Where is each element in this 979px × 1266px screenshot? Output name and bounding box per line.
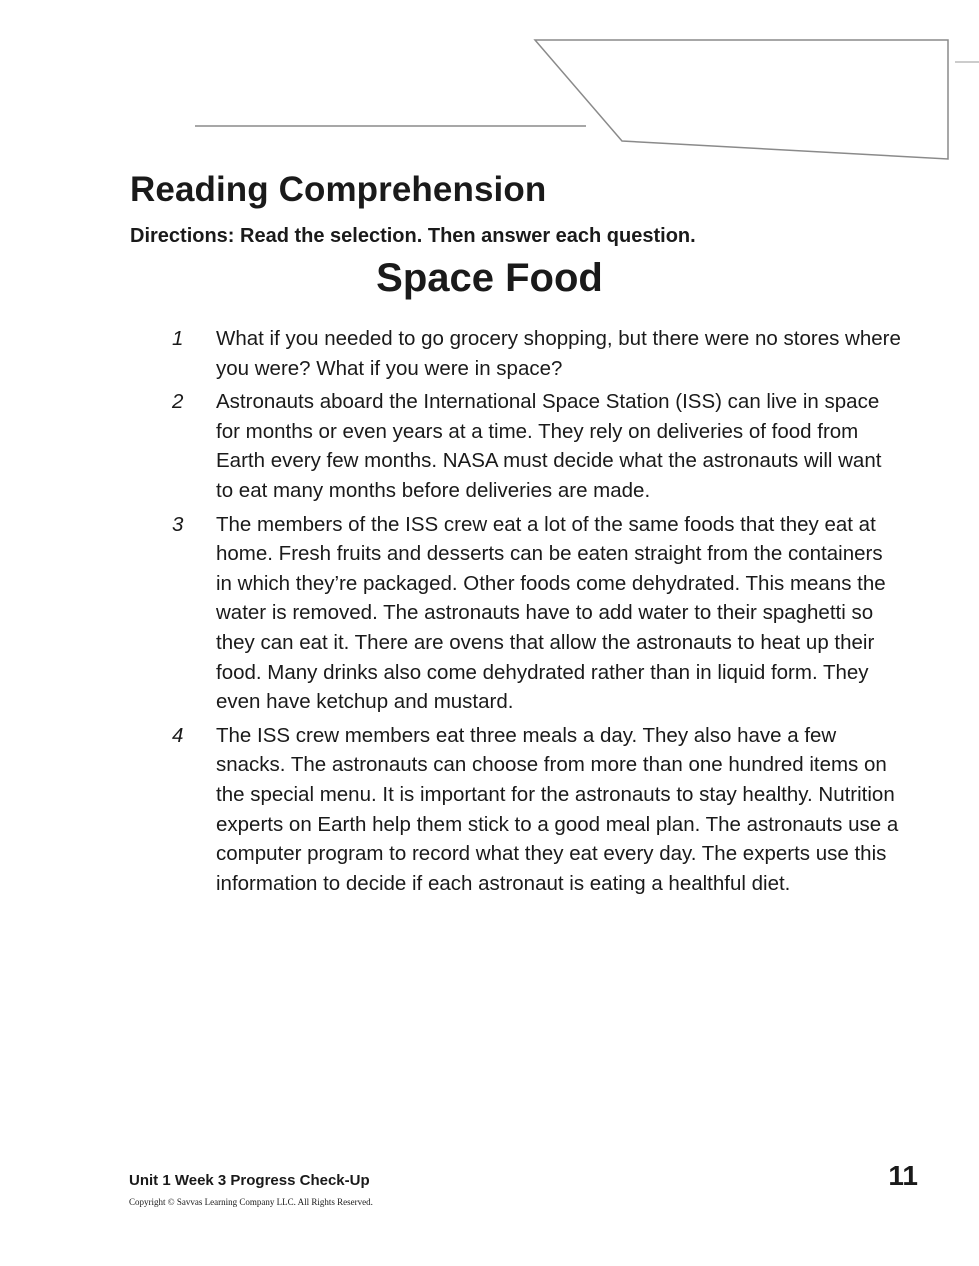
- paragraph-number: 1: [172, 327, 184, 350]
- paragraph-number: 2: [172, 390, 184, 414]
- page-number: 11: [888, 1160, 918, 1191]
- copyright-notice: Copyright © Savvas Learning Company LLC. All Rights Reserved.: [129, 1197, 373, 1207]
- paragraph-text: The members of the ISS crew eat a lot of the same foods that they eat at home. Fresh fruits and desserts can be eaten straight from the containers in which they’re packaged. Other foods come dehydrated. This means the water is removed. The astronauts have to add water to their spaghetti so they can eat it. There are ovens that allow the astronauts to heat up their food. Many drinks also come dehydrated rather than in liquid form. They even have ketchup and mustard.: [216, 512, 886, 714]
- paragraph: [172, 721, 902, 899]
- footer-label: Unit 1 Week 3 Progress Check-Up: [129, 1172, 370, 1189]
- paragraph-text: The ISS crew members eat three meals a day. They also have a few snacks. The astronauts can choose from more than one hundred items on the special menu. It is important for the astronauts to stay healthy. Nutrition experts on Earth help them stick to a good meal plan. The astronauts use a computer program to record what they eat every day. The experts use this information to decide if each astronaut is eating a healthful diet.: [216, 723, 899, 895]
- directions: Directions: Read the selection. Then answer each question.: [130, 225, 696, 247]
- score-box-shape: [535, 40, 948, 159]
- page-title: Reading Comprehension: [130, 170, 547, 209]
- header-decoration: [0, 0, 979, 170]
- paragraph-number: 4: [172, 723, 184, 747]
- paragraph: [172, 324, 902, 383]
- paragraph-number: 3: [172, 512, 184, 536]
- paragraph-text: What if you needed to go grocery shopping, but there were no stores where you were? What if you were in space?: [216, 327, 901, 380]
- selection-title: Space Food: [376, 256, 603, 300]
- paragraph: [172, 510, 902, 717]
- paragraph-text: Astronauts aboard the International Space Station (ISS) can live in space for months or even years at a time. They rely on deliveries of food from Earth every few months. NASA must decide what the astronauts will want to eat many months before deliveries are made.: [216, 390, 882, 502]
- selection-body: [172, 324, 902, 902]
- paragraph: [172, 387, 902, 505]
